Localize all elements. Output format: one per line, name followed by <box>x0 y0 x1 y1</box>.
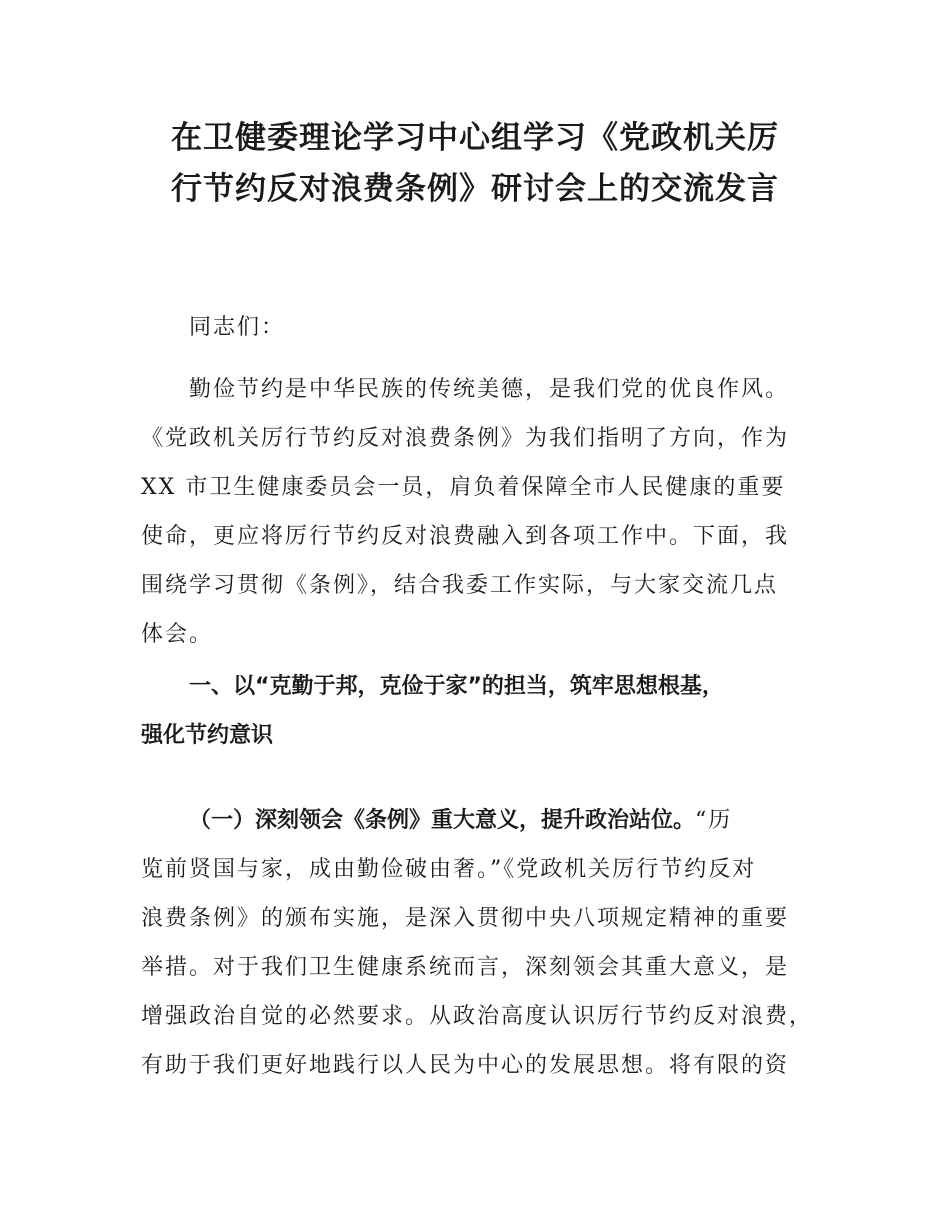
subsection-1-paragraph <box>141 796 816 1090</box>
intro-line-5: 围绕学习贯彻《条例》，结合我委工作实际，与大家交流几点 <box>141 573 779 598</box>
title-line-1: 在卫健委理论学习中心组学习《党政机关厉 <box>171 120 779 156</box>
intro-line-6: 体会。 <box>141 622 214 647</box>
subsection-1-line-1 <box>141 796 816 845</box>
subsection-1-line-6: 有助于我们更好地践行以人民为中心的发展思想。将有限的资 <box>141 1053 790 1078</box>
section-1-heading-line-1: 一、以“克勤于邦，克俭于家”的担当，筑牢思想根基， <box>189 674 724 699</box>
subsection-1-line-5: 增强政治自觉的必然要求。从政治高度认识厉行节约反对浪费， <box>141 1004 814 1029</box>
title-line-2: 行节约反对浪费条例》研讨会上的交流发言 <box>171 171 779 207</box>
intro-line-3: XX 市卫生健康委员会一员，肩负着保障全市人民健康的重要 <box>141 475 786 500</box>
subsection-1-line-1-rest: “历 <box>695 808 733 833</box>
salutation <box>141 303 864 352</box>
salutation-text: 同志们： <box>189 315 286 340</box>
subsection-1-line-2: 览前贤国与家，成由勤俭破由奢。”《党政机关厉行节约反对 <box>141 857 757 882</box>
intro-line-4: 使命，更应将厉行节约反对浪费融入到各项工作中。下面，我 <box>141 524 790 549</box>
subsection-1-heading: （一）深刻领会《条例》重大意义，提升政治站位。 <box>189 808 696 833</box>
document-title <box>100 113 850 215</box>
section-1-heading-line-2: 强化节约意识 <box>141 723 274 748</box>
subsection-1-line-3: 浪费条例》的颁布实施，是深入贯彻中央八项规定精神的重要 <box>141 906 790 931</box>
subsection-1-line-4: 举措。对于我们卫生健康系统而言，深刻领会其重大意义，是 <box>141 955 790 980</box>
section-1-heading <box>141 662 821 760</box>
intro-paragraph <box>141 365 816 659</box>
intro-line-1: 勤俭节约是中华民族的传统美德，是我们党的优良作风。 <box>189 377 790 402</box>
intro-line-2: 《党政机关厉行节约反对浪费条例》为我们指明了方向，作为 <box>141 426 790 451</box>
